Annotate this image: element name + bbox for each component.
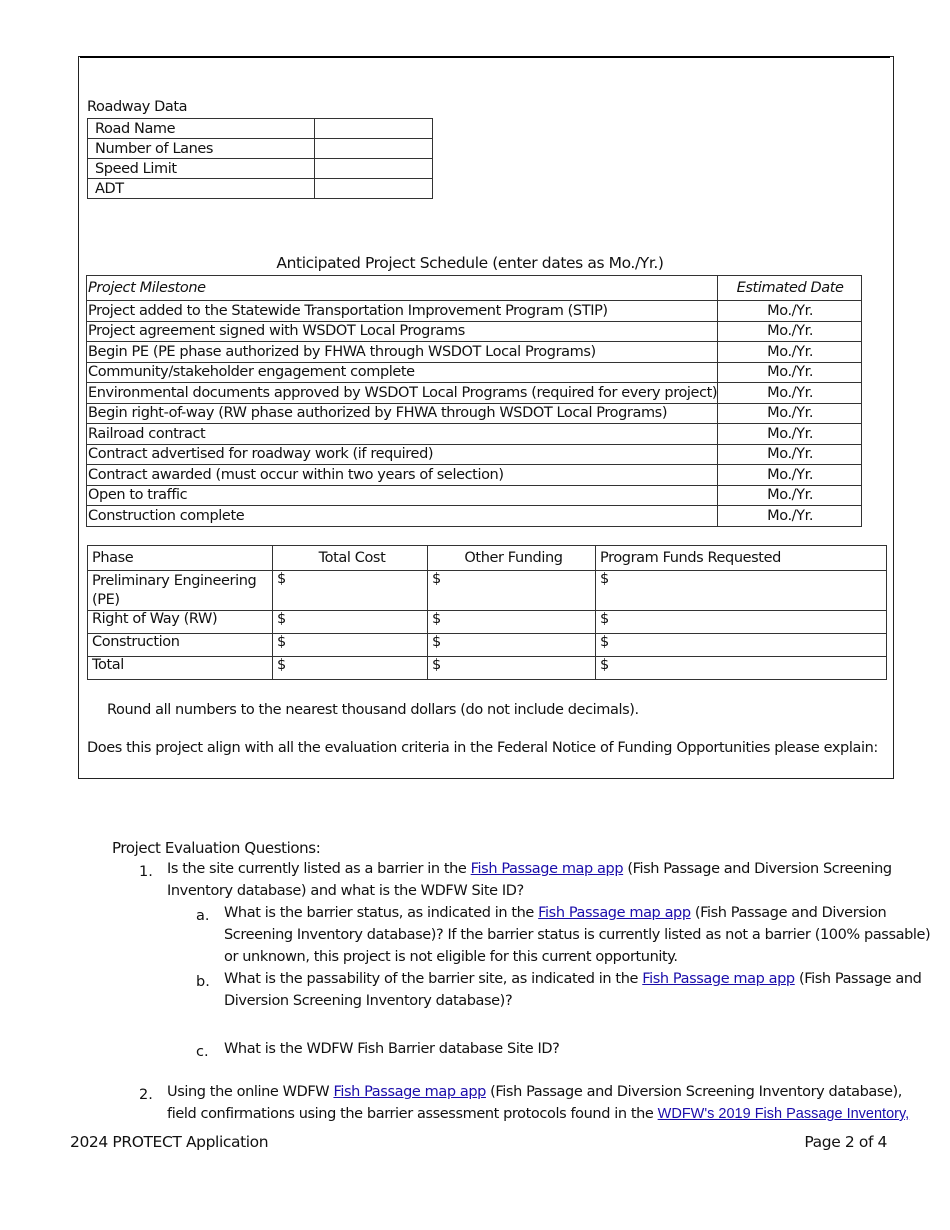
phase-cell: Construction bbox=[88, 634, 273, 657]
total-cost-cell[interactable]: $ bbox=[273, 634, 428, 657]
fish-passage-link[interactable]: Fish Passage map app bbox=[642, 971, 795, 987]
qa-line1 bbox=[224, 902, 930, 924]
col-other-header: Other Funding bbox=[428, 546, 596, 571]
col-phase-header: Phase bbox=[88, 546, 273, 571]
table-row bbox=[88, 657, 887, 680]
roadway-title: Roadway Data bbox=[87, 99, 188, 115]
schedule-title: Anticipated Project Schedule (enter dates as Mo./Yr.) bbox=[276, 254, 664, 272]
requested-cell[interactable]: $ bbox=[596, 634, 887, 657]
schedule-table bbox=[86, 275, 862, 527]
roadway-value-cell[interactable] bbox=[315, 159, 433, 179]
table-row bbox=[88, 159, 433, 179]
total-cost-cell[interactable]: $ bbox=[273, 657, 428, 680]
milestone-cell: Railroad contract bbox=[87, 424, 718, 445]
question-2 bbox=[167, 1081, 909, 1125]
milestone-cell: Contract awarded (must occur within two years of selection) bbox=[87, 465, 718, 486]
requested-cell[interactable]: $ bbox=[596, 611, 887, 634]
roadway-value-cell[interactable] bbox=[315, 179, 433, 199]
roadway-label: Speed Limit bbox=[88, 159, 315, 179]
date-cell[interactable]: Mo./Yr. bbox=[718, 485, 862, 506]
other-funding-cell[interactable]: $ bbox=[428, 611, 596, 634]
milestone-cell: Community/stakeholder engagement complete bbox=[87, 362, 718, 383]
qb-line1 bbox=[224, 968, 921, 990]
qa-pre: What is the barrier status, as indicated in the bbox=[224, 905, 539, 921]
evaluation-title: Project Evaluation Questions: bbox=[112, 839, 321, 857]
table-header-row bbox=[87, 276, 862, 301]
date-cell[interactable]: Mo./Yr. bbox=[718, 342, 862, 363]
col-total-header: Total Cost bbox=[273, 546, 428, 571]
other-funding-cell[interactable]: $ bbox=[428, 657, 596, 680]
requested-cell[interactable]: $ bbox=[596, 571, 887, 611]
table-row bbox=[88, 139, 433, 159]
q1-line2: Inventory database) and what is the WDFW Site ID? bbox=[167, 883, 524, 899]
date-cell[interactable]: Mo./Yr. bbox=[718, 403, 862, 424]
qb-post: (Fish Passage and bbox=[794, 971, 922, 987]
phase-cell: Total bbox=[88, 657, 273, 680]
date-cell[interactable]: Mo./Yr. bbox=[718, 362, 862, 383]
q2-line1 bbox=[167, 1081, 909, 1103]
table-header-row bbox=[88, 546, 887, 571]
phase-cell: Preliminary Engineering (PE) bbox=[88, 571, 273, 611]
date-cell[interactable]: Mo./Yr. bbox=[718, 383, 862, 404]
roadway-value-cell[interactable] bbox=[315, 139, 433, 159]
qb-line2: Diversion Screening Inventory database)? bbox=[224, 993, 513, 1009]
question-1b bbox=[224, 968, 921, 1012]
fish-passage-link[interactable]: Fish Passage map app bbox=[333, 1084, 486, 1100]
table-row bbox=[87, 403, 862, 424]
date-cell[interactable]: Mo./Yr. bbox=[718, 321, 862, 342]
roadway-value-cell[interactable] bbox=[315, 119, 433, 139]
qa-line3: or unknown, this project is not eligible for this current opportunity. bbox=[224, 949, 678, 965]
table-row bbox=[88, 634, 887, 657]
q1-number: 1. bbox=[139, 864, 153, 880]
table-row bbox=[87, 424, 862, 445]
total-cost-cell[interactable]: $ bbox=[273, 611, 428, 634]
date-cell[interactable]: Mo./Yr. bbox=[718, 506, 862, 527]
q2-pre: Using the online WDFW bbox=[167, 1084, 334, 1100]
table-row bbox=[87, 444, 862, 465]
col-milestone-header: Project Milestone bbox=[87, 276, 718, 301]
question-1 bbox=[167, 858, 892, 902]
q2-line2-pre: field confirmations using the barrier assessment protocols found in the bbox=[167, 1106, 658, 1122]
question-1a bbox=[224, 902, 930, 968]
page-number: Page 2 of 4 bbox=[804, 1133, 887, 1151]
q1-pre: Is the site currently listed as a barrier in the bbox=[167, 861, 471, 877]
funding-table bbox=[87, 545, 887, 680]
table-row bbox=[87, 362, 862, 383]
roadway-label: Road Name bbox=[88, 119, 315, 139]
q2-number: 2. bbox=[139, 1087, 153, 1103]
date-cell[interactable]: Mo./Yr. bbox=[718, 424, 862, 445]
alignment-question: Does this project align with all the evaluation criteria in the Federal Notice of Funding Opportunities please explain: bbox=[87, 740, 878, 756]
table-row bbox=[87, 301, 862, 322]
qc-letter: c. bbox=[196, 1044, 209, 1060]
milestone-cell: Contract advertised for roadway work (if required) bbox=[87, 444, 718, 465]
date-cell[interactable]: Mo./Yr. bbox=[718, 465, 862, 486]
table-row bbox=[88, 179, 433, 199]
milestone-cell: Construction complete bbox=[87, 506, 718, 527]
top-rule bbox=[80, 56, 890, 58]
milestone-cell: Begin right-of-way (RW phase authorized by FHWA through WSDOT Local Programs) bbox=[87, 403, 718, 424]
q2-line2 bbox=[167, 1103, 909, 1125]
table-row bbox=[87, 342, 862, 363]
date-cell[interactable]: Mo./Yr. bbox=[718, 444, 862, 465]
table-row bbox=[87, 506, 862, 527]
table-row bbox=[87, 321, 862, 342]
table-row bbox=[88, 571, 887, 611]
requested-cell[interactable]: $ bbox=[596, 657, 887, 680]
table-row bbox=[87, 485, 862, 506]
qb-letter: b. bbox=[196, 974, 210, 990]
date-cell[interactable]: Mo./Yr. bbox=[718, 301, 862, 322]
table-row bbox=[87, 383, 862, 404]
table-row bbox=[88, 611, 887, 634]
roadway-label: Number of Lanes bbox=[88, 139, 315, 159]
milestone-cell: Project agreement signed with WSDOT Local Programs bbox=[87, 321, 718, 342]
other-funding-cell[interactable]: $ bbox=[428, 634, 596, 657]
milestone-cell: Project added to the Statewide Transportation Improvement Program (STIP) bbox=[87, 301, 718, 322]
roadway-table bbox=[87, 118, 433, 199]
qa-letter: a. bbox=[196, 908, 210, 924]
wdfw-inventory-link[interactable]: WDFW's 2019 Fish Passage Inventory, bbox=[657, 1106, 910, 1122]
qb-pre: What is the passability of the barrier site, as indicated in the bbox=[224, 971, 643, 987]
roadway-label: ADT bbox=[88, 179, 315, 199]
table-row bbox=[87, 465, 862, 486]
milestone-cell: Environmental documents approved by WSDOT Local Programs (required for every project) bbox=[87, 383, 718, 404]
fish-passage-link[interactable]: Fish Passage map app bbox=[538, 905, 691, 921]
phase-cell: Right of Way (RW) bbox=[88, 611, 273, 634]
table-row bbox=[88, 119, 433, 139]
rounding-note: Round all numbers to the nearest thousand dollars (do not include decimals). bbox=[107, 702, 639, 718]
milestone-cell: Begin PE (PE phase authorized by FHWA through WSDOT Local Programs) bbox=[87, 342, 718, 363]
total-cost-cell[interactable]: $ bbox=[273, 571, 428, 611]
qa-post: (Fish Passage and Diversion bbox=[690, 905, 887, 921]
fish-passage-link[interactable]: Fish Passage map app bbox=[470, 861, 624, 877]
qa-line2: Screening Inventory database)? If the barrier status is currently listed as not a barrier (100% passable) bbox=[224, 927, 931, 943]
col-requested-header: Program Funds Requested bbox=[596, 546, 887, 571]
footer-title: 2024 PROTECT Application bbox=[70, 1133, 269, 1151]
col-date-header: Estimated Date bbox=[718, 276, 862, 301]
q2-post: (Fish Passage and Diversion Screening Inventory database), bbox=[485, 1084, 903, 1100]
question-1c: What is the WDFW Fish Barrier database Site ID? bbox=[224, 1041, 560, 1057]
q1-post: (Fish Passage and Diversion Screening bbox=[623, 861, 892, 877]
other-funding-cell[interactable]: $ bbox=[428, 571, 596, 611]
q1-line1 bbox=[167, 858, 892, 880]
milestone-cell: Open to traffic bbox=[87, 485, 718, 506]
